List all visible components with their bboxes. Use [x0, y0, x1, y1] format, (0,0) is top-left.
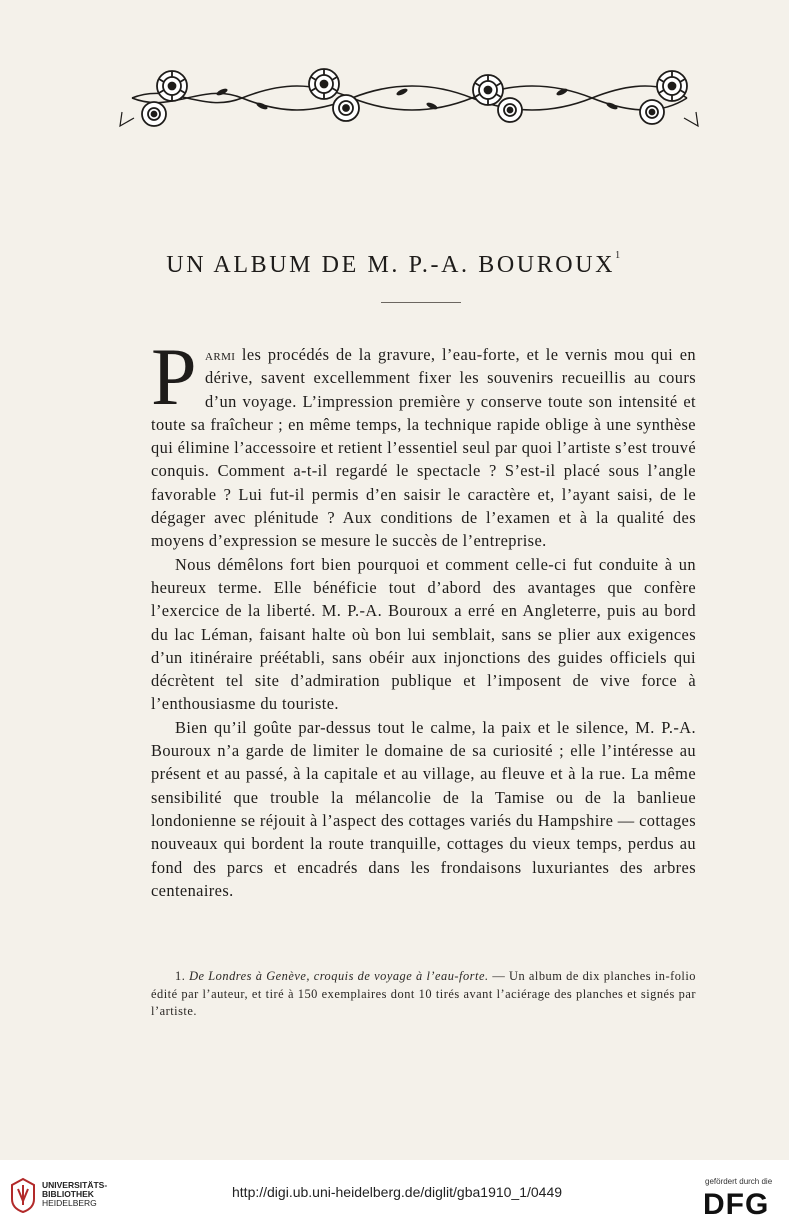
- opening-small-caps: armi: [205, 345, 236, 364]
- library-name-line-2: BIBLIOTHEK: [42, 1189, 94, 1199]
- permalink-url[interactable]: http://digi.ub.uni-heidelberg.de/diglit/gba1910_1/0449: [232, 1184, 563, 1200]
- footnote-text: — Un album de dix planches in-folio édité par l’auteur, et tiré à 150 exemplaires dont 10 tirés avant l’aciérage des planches et signés par l’artiste.: [151, 969, 696, 1018]
- library-seal-icon: [10, 1177, 36, 1213]
- library-name-line-3: HEIDELBERG: [42, 1198, 97, 1208]
- paragraph-1-text: les procédés de la gravure, l’eau-forte, et le vernis mou qui en dérive, savent excellemment fixer les souvenirs recueillis au cours d’un voyage. L’impression première y conserve toute son intensité et toute sa fraîcheur ; en même temps, la technique rapide oblige à une synthèse qui élimine l’accessoire et retient l’essentiel seul par quoi l’artiste s’est trouvé conquis. Comment a-t-il regardé le spectacle ? S’est-il placé sous l’angle favorable ? Lui fut-il permis d’en saisir le caractère et, l’ayant saisi, de le dégager avec plénitude ? Aux conditions de l’examen et à la qualité des moyens d’expression se mesure le succès de l’entreprise.: [151, 345, 696, 551]
- title-footnote-marker: 1: [615, 250, 623, 261]
- sponsor-caption: gefördert durch die: [705, 1177, 773, 1186]
- floral-vine-ornament-icon: [112, 62, 704, 134]
- footnote-1: [151, 968, 696, 1021]
- paragraph-1: [151, 331, 696, 553]
- article-title-text: UN ALBUM DE M. P.-A. BOUROUX: [166, 252, 616, 278]
- footnote: [151, 968, 696, 1021]
- article-body: [151, 331, 696, 902]
- footnote-number: 1.: [175, 969, 186, 983]
- library-name: [42, 1181, 107, 1208]
- title-divider: [381, 302, 461, 303]
- drop-cap: P: [151, 331, 198, 422]
- library-name-line-1: UNIVERSITÄTS-: [42, 1180, 108, 1190]
- paragraph-3: Bien qu’il goûte par-dessus tout le calme, la paix et le silence, M. P.-A. Bouroux n’a garde de limiter le domaine de sa curiosité ; elle l’intéresse au présent et au passé, à la capitale et au village, au fleuve et à la rue. La même sensibilité que trouble la mélancolie de la Tamise ou de la banlieue londonienne se réjouit à l’aspect des cottages variés du Hampshire — cottages nouveaux qui bordent la route tranquille, cottages du vieux temps, perdus au fond des parcs et encadrés dans les frondaisons luxuriantes des arbres centenaires.: [151, 717, 696, 900]
- dfg-logo: DFG: [703, 1188, 770, 1221]
- article-title: [0, 252, 789, 279]
- footnote-work-title: De Londres à Genève, croquis de voyage à l’eau-forte.: [189, 969, 489, 983]
- paragraph-2: Nous démêlons fort bien pourquoi et comment celle-ci fut conduite à un heureux terme. Elle bénéficie tout d’abord des avantages que confère l’exercice de la liberté. M. P.-A. Bouroux a erré en Angleterre, puis au bord du lac Léman, faisant halte où bon lui semblait, sans se plier aux exigences d’un itinéraire préétabli, sans obéir aux injonctions des guides officiels qui décrètent tel site d’admiration publique et l’imposent de vive force à l’enthousiasme du touriste.: [151, 554, 696, 714]
